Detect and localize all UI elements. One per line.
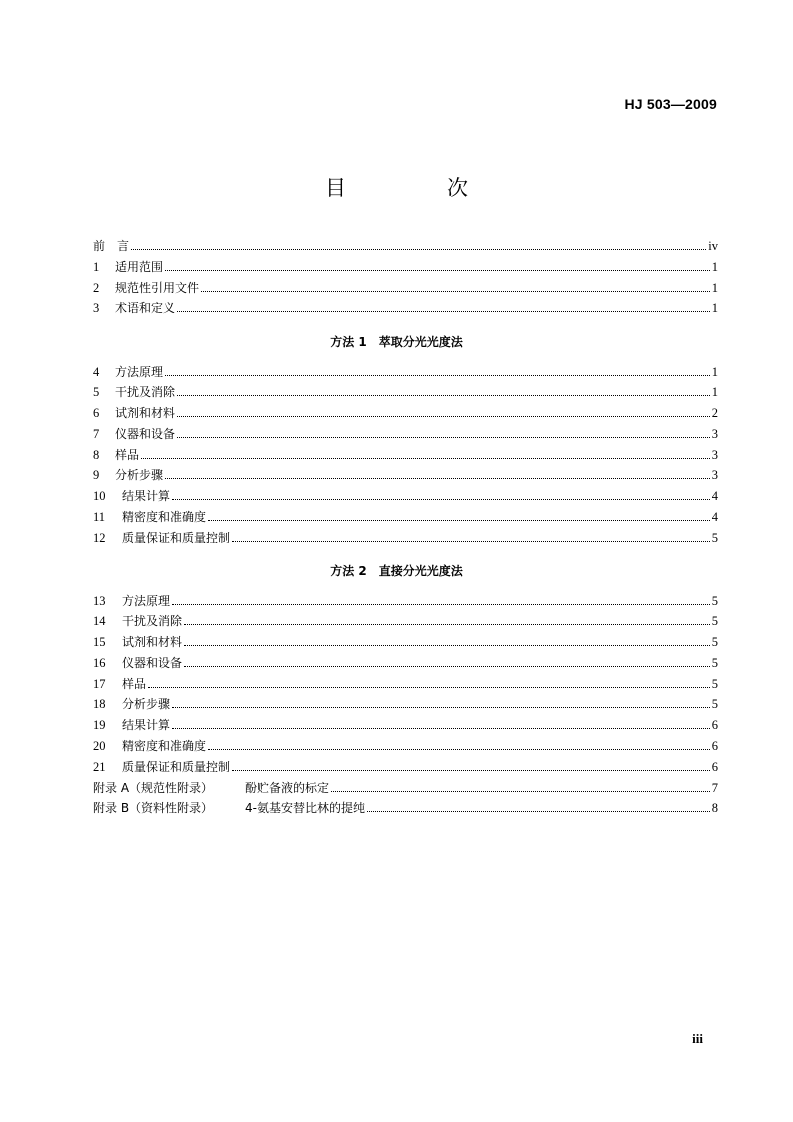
toc-title: 目 次 (325, 176, 508, 200)
toc-entry-page: 3 (711, 468, 718, 482)
toc-entry-1[interactable] (93, 255, 718, 275)
dot-leader (172, 727, 710, 729)
dot-leader (331, 790, 710, 792)
toc-entry-page: 5 (711, 697, 718, 711)
toc-entry-19[interactable] (93, 713, 718, 733)
toc-entry-label: 干扰及消除 (115, 385, 176, 399)
toc-entry-number: 19 (93, 718, 106, 732)
dot-leader (208, 519, 710, 521)
toc-entry-number: 17 (93, 677, 106, 691)
standard-code: HJ 503—2009 (624, 96, 717, 112)
dot-leader (232, 769, 710, 771)
method-1-heading: 方法 1 萃取分光光度法 (330, 335, 463, 349)
toc-entry-number: 14 (93, 614, 106, 628)
toc-entry-3[interactable] (93, 296, 718, 316)
toc-entry-number: 9 (93, 468, 100, 482)
toc-entry-label: 前 言 (93, 239, 130, 253)
toc-entry-number: 8 (93, 448, 100, 462)
toc-entry-number: 11 (93, 510, 106, 524)
dot-leader (184, 623, 710, 625)
dot-leader (172, 603, 710, 605)
toc-entry-page: 5 (711, 677, 718, 691)
toc-entry-number: 20 (93, 739, 106, 753)
toc-entry-number: 7 (93, 427, 100, 441)
toc-entry-label: 4-氨基安替比林的提纯 (245, 801, 365, 815)
toc-entry-21[interactable] (93, 755, 718, 775)
toc-entry-page: 3 (711, 448, 718, 462)
toc-entry-7[interactable] (93, 422, 718, 442)
toc-entry-10[interactable] (93, 484, 718, 504)
dot-leader (148, 686, 710, 688)
toc-entry-8[interactable] (93, 443, 718, 463)
toc-entry-label: 仪器和设备 (115, 427, 176, 441)
dot-leader (165, 269, 710, 271)
dot-leader (201, 290, 710, 292)
dot-leader (232, 540, 710, 542)
toc-entry-page: 7 (711, 781, 718, 795)
toc-entry-14[interactable] (93, 609, 718, 629)
toc-entry-page: 4 (711, 489, 718, 503)
dot-leader (184, 665, 710, 667)
toc-entry-page: 1 (711, 281, 718, 295)
toc-entry-number: 18 (93, 697, 106, 711)
toc-entry-number: 5 (93, 385, 100, 399)
toc-entry-page: 1 (711, 385, 718, 399)
dot-leader (177, 436, 710, 438)
toc-entry-page: 5 (711, 635, 718, 649)
dot-leader (172, 498, 710, 500)
toc-entry-label: 干扰及消除 (122, 614, 183, 628)
toc-entry-page: 1 (711, 260, 718, 274)
toc-entry-number: 12 (93, 531, 106, 545)
dot-leader (165, 477, 710, 479)
dot-leader (165, 374, 710, 376)
toc-entry-label: 质量保证和质量控制 (122, 531, 231, 545)
toc-entry-label: 结果计算 (122, 718, 171, 732)
method-2-heading: 方法 2 直接分光光度法 (330, 564, 463, 578)
toc-entry-number: 10 (93, 489, 106, 503)
page-number: iii (692, 1031, 703, 1046)
dot-leader (367, 810, 710, 812)
toc-entry-number: 21 (93, 760, 106, 774)
toc-entry-label: 样品 (115, 448, 140, 462)
toc-appendix-designation: 附录 A（规范性附录） (93, 781, 214, 795)
toc-entry-label: 方法原理 (115, 365, 164, 379)
toc-entry-label: 方法原理 (122, 594, 171, 608)
toc-entry-20[interactable] (93, 734, 718, 754)
toc-entry-17[interactable] (93, 672, 718, 692)
toc-entry-label: 试剂和材料 (115, 406, 176, 420)
dot-leader (184, 644, 710, 646)
toc-entry-label: 仪器和设备 (122, 656, 183, 670)
toc-entry-number: 4 (93, 365, 100, 379)
toc-entry-appendix-b[interactable] (93, 796, 718, 816)
toc-entry-12[interactable] (93, 526, 718, 546)
toc-entry-16[interactable] (93, 651, 718, 671)
toc-entry-label: 样品 (122, 677, 147, 691)
toc-entry-label: 试剂和材料 (122, 635, 183, 649)
toc-entry-page: 1 (711, 301, 718, 315)
toc-entry-9[interactable] (93, 463, 718, 483)
toc-entry-page: 6 (711, 718, 718, 732)
toc-entry-page: 5 (711, 614, 718, 628)
toc-entry-number: 2 (93, 281, 100, 295)
dot-leader (141, 457, 710, 459)
toc-entry-label: 精密度和准确度 (122, 510, 207, 524)
toc-entry-2[interactable] (93, 276, 718, 296)
toc-entry-13[interactable] (93, 589, 718, 609)
toc-entry-page: 5 (711, 594, 718, 608)
toc-entry-number: 15 (93, 635, 106, 649)
toc-entry-page: 8 (711, 801, 718, 815)
toc-entry-page: 5 (711, 531, 718, 545)
toc-entry-4[interactable] (93, 360, 718, 380)
dot-leader (131, 248, 706, 250)
toc-entry-page: 4 (711, 510, 718, 524)
toc-appendix-designation: 附录 B（资料性附录） (93, 801, 214, 815)
toc-entry-page: 6 (711, 739, 718, 753)
toc-entry-number: 1 (93, 260, 100, 274)
toc-entry-appendix-a[interactable] (93, 776, 718, 796)
toc-entry-label: 分析步骤 (115, 468, 164, 482)
toc-entry-page: 5 (711, 656, 718, 670)
toc-entry-number: 6 (93, 406, 100, 420)
dot-leader (177, 394, 710, 396)
toc-entry-label: 规范性引用文件 (115, 281, 200, 295)
toc-entry-page: 3 (711, 427, 718, 441)
toc-entry-page: 1 (711, 365, 718, 379)
toc-entry-label: 分析步骤 (122, 697, 171, 711)
toc-entry-foreword[interactable] (93, 234, 718, 254)
toc-entry-number: 3 (93, 301, 100, 315)
toc-entry-label: 术语和定义 (115, 301, 176, 315)
dot-leader (177, 310, 710, 312)
toc-entry-label: 结果计算 (122, 489, 171, 503)
toc-entry-18[interactable] (93, 692, 718, 712)
toc-entry-label: 精密度和准确度 (122, 739, 207, 753)
toc-entry-number: 16 (93, 656, 106, 670)
dot-leader (177, 415, 710, 417)
toc-entry-label: 适用范围 (115, 260, 164, 274)
toc-entry-page: 2 (711, 406, 718, 420)
toc-entry-page: iv (708, 239, 718, 253)
toc-entry-5[interactable] (93, 380, 718, 400)
dot-leader (172, 706, 710, 708)
toc-entry-11[interactable] (93, 505, 718, 525)
toc-entry-number: 13 (93, 594, 106, 608)
toc-entry-label: 质量保证和质量控制 (122, 760, 231, 774)
toc-entry-6[interactable] (93, 401, 718, 421)
toc-entry-label: 酚贮备液的标定 (245, 781, 330, 795)
toc-entry-15[interactable] (93, 630, 718, 650)
dot-leader (208, 748, 710, 750)
toc-entry-page: 6 (711, 760, 718, 774)
